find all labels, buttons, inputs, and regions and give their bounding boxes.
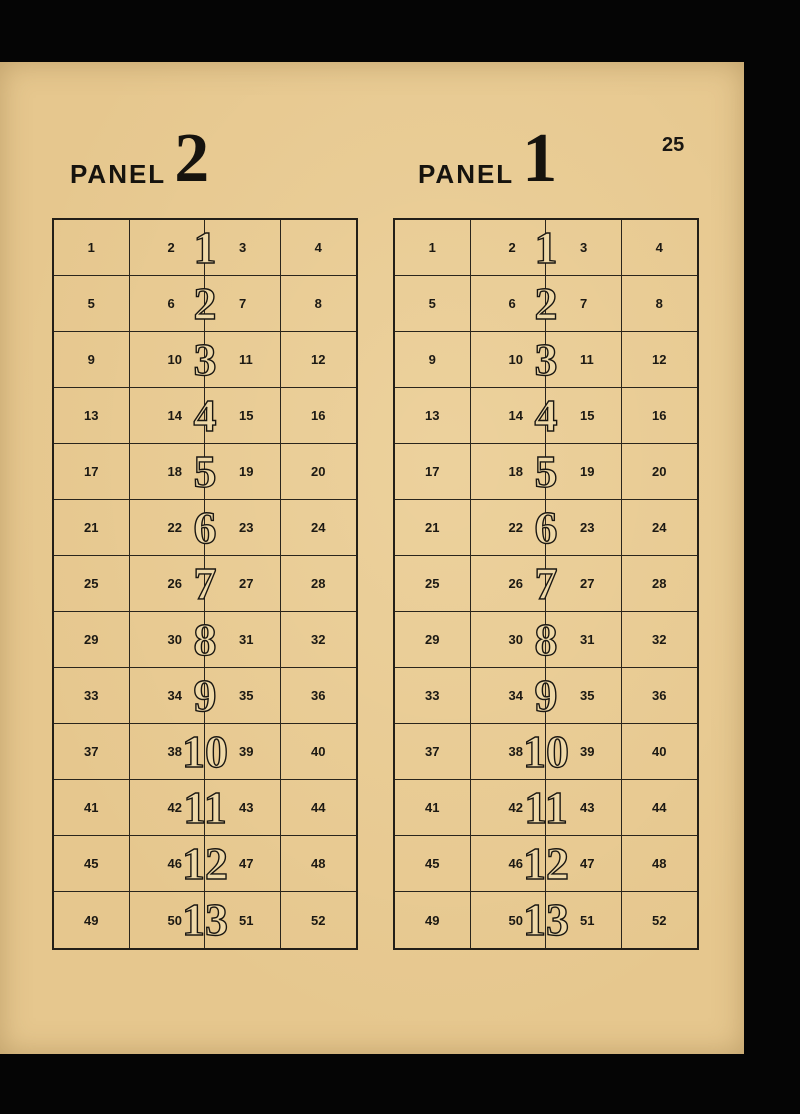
grid-cell: 3 bbox=[546, 220, 622, 276]
grid-cell: 17 bbox=[54, 444, 130, 500]
grid-cell: 46 bbox=[130, 836, 206, 892]
grid-cell: 38 bbox=[471, 724, 547, 780]
grid-cell: 37 bbox=[54, 724, 130, 780]
grid-cell: 39 bbox=[205, 724, 281, 780]
grid-cell: 35 bbox=[205, 668, 281, 724]
grid-cell: 20 bbox=[281, 444, 357, 500]
grid-cell: 23 bbox=[205, 500, 281, 556]
panel-number: 1 bbox=[522, 120, 558, 197]
grid-cell: 41 bbox=[54, 780, 130, 836]
grid-cell: 23 bbox=[546, 500, 622, 556]
grid-cell: 9 bbox=[395, 332, 471, 388]
grid-cell: 14 bbox=[471, 388, 547, 444]
grid-cell: 46 bbox=[471, 836, 547, 892]
grid-cell: 13 bbox=[54, 388, 130, 444]
grid-cell: 31 bbox=[205, 612, 281, 668]
grid-cell: 21 bbox=[54, 500, 130, 556]
grid-cell: 51 bbox=[546, 892, 622, 948]
grid-cell: 49 bbox=[54, 892, 130, 948]
grid-cell: 12 bbox=[281, 332, 357, 388]
grid-cell: 6 bbox=[130, 276, 206, 332]
grid-cell: 19 bbox=[205, 444, 281, 500]
grid-cell: 26 bbox=[471, 556, 547, 612]
grid-cell: 45 bbox=[395, 836, 471, 892]
grid-cell: 8 bbox=[622, 276, 698, 332]
row-number-label: 8 bbox=[193, 614, 217, 665]
grid-cell: 2 bbox=[130, 220, 206, 276]
grid-cell: 10 bbox=[130, 332, 206, 388]
grid-cell: 32 bbox=[281, 612, 357, 668]
grid-cell: 29 bbox=[395, 612, 471, 668]
grid-cell: 43 bbox=[205, 780, 281, 836]
grid-cell: 38 bbox=[130, 724, 206, 780]
grid-cell: 49 bbox=[395, 892, 471, 948]
grid-cell: 34 bbox=[471, 668, 547, 724]
grid-cell: 22 bbox=[130, 500, 206, 556]
grid-cell: 16 bbox=[281, 388, 357, 444]
grid-cell: 37 bbox=[395, 724, 471, 780]
grid-cell: 50 bbox=[471, 892, 547, 948]
row-number-label: 5 bbox=[193, 445, 217, 497]
grid-cell: 22 bbox=[471, 500, 547, 556]
grid-cell: 10 bbox=[471, 332, 547, 388]
grid-cell: 7 bbox=[205, 276, 281, 332]
row-number-label: 2 bbox=[534, 278, 558, 329]
grid-cell: 16 bbox=[622, 388, 698, 444]
panel-number: 2 bbox=[174, 120, 210, 197]
grid-cell: 31 bbox=[546, 612, 622, 668]
grid-cell: 28 bbox=[622, 556, 698, 612]
grid-cell: 15 bbox=[546, 388, 622, 444]
grid-cell: 19 bbox=[546, 444, 622, 500]
row-number-label: 11 bbox=[524, 782, 568, 833]
row-number-label: 13 bbox=[523, 894, 569, 945]
grid-cell: 43 bbox=[546, 780, 622, 836]
grid-cell: 52 bbox=[311, 912, 326, 928]
grid-cell: 26 bbox=[130, 556, 206, 612]
grid-cell: 50 bbox=[130, 892, 206, 948]
grid-cell: 20 bbox=[622, 444, 698, 500]
grid-cell: 47 bbox=[205, 836, 281, 892]
grid-cell: 30 bbox=[471, 612, 547, 668]
grid-cell: 39 bbox=[546, 724, 622, 780]
grid-cell: 45 bbox=[54, 836, 130, 892]
row-number-label: 10 bbox=[182, 725, 228, 777]
grid-cell: 13 bbox=[395, 388, 471, 444]
grid-cell: 25 bbox=[54, 556, 130, 612]
row-number-label: 12 bbox=[523, 838, 569, 889]
panel-1-title bbox=[418, 120, 558, 197]
grid-cell: 3 bbox=[205, 220, 281, 276]
row-number-label: 9 bbox=[193, 670, 217, 721]
grid-cell: 14 bbox=[130, 388, 206, 444]
row-number-label: 6 bbox=[534, 502, 558, 553]
row-number-label: 9 bbox=[534, 670, 558, 721]
grid-cell: 2 bbox=[471, 220, 547, 276]
row-number-label: 8 bbox=[534, 614, 558, 665]
grid-cell: 32 bbox=[622, 612, 698, 668]
grid-cell: 47 bbox=[546, 836, 622, 892]
grid-cell: 18 bbox=[471, 444, 547, 500]
grid-cell: 33 bbox=[54, 668, 130, 724]
row-number-label: 7 bbox=[193, 558, 217, 609]
row-number-label: 2 bbox=[193, 278, 217, 329]
row-number-label: 3 bbox=[193, 334, 217, 385]
row-number-label: 6 bbox=[193, 502, 217, 553]
row-number-label: 1 bbox=[534, 222, 558, 273]
grid-cell: 40 bbox=[622, 724, 698, 780]
grid-cell: 21 bbox=[395, 500, 471, 556]
grid-cell: 40 bbox=[281, 724, 357, 780]
grid-cell: 5 bbox=[395, 276, 471, 332]
grid-cell: 36 bbox=[622, 668, 698, 724]
grid-cell: 7 bbox=[546, 276, 622, 332]
grid-cell: 27 bbox=[546, 556, 622, 612]
grid-cell: 35 bbox=[546, 668, 622, 724]
grid-cell: 15 bbox=[205, 388, 281, 444]
grid-cell: 52 bbox=[652, 912, 667, 928]
grid-cell: 33 bbox=[395, 668, 471, 724]
row-number-label: 3 bbox=[534, 334, 558, 385]
row-number-label: 11 bbox=[183, 782, 227, 833]
grid-cell: 12 bbox=[622, 332, 698, 388]
grid-cell: 1 bbox=[54, 220, 130, 276]
grid-cell: 9 bbox=[54, 332, 130, 388]
grid-cell: 4 bbox=[622, 220, 698, 276]
grid-cell: 34 bbox=[130, 668, 206, 724]
grid-cell: 25 bbox=[395, 556, 471, 612]
grid-cell: 5 bbox=[54, 276, 130, 332]
panel-1-grid bbox=[393, 218, 699, 950]
grid-cell: 27 bbox=[205, 556, 281, 612]
grid-cell: 48 bbox=[622, 836, 698, 892]
row-number-label: 5 bbox=[534, 445, 558, 497]
grid-cell: 30 bbox=[130, 612, 206, 668]
row-number-label: 4 bbox=[534, 390, 558, 441]
row-number-label: 10 bbox=[523, 725, 569, 777]
grid-cell: 42 bbox=[471, 780, 547, 836]
grid-cell: 41 bbox=[395, 780, 471, 836]
panel-2-title bbox=[70, 120, 210, 197]
row-number-label: 7 bbox=[534, 558, 558, 609]
grid-cell: 29 bbox=[54, 612, 130, 668]
grid-cell: 44 bbox=[622, 780, 698, 836]
grid-cell: 44 bbox=[281, 780, 357, 836]
panel-2-grid bbox=[52, 218, 358, 950]
grid-cell: 4 bbox=[281, 220, 357, 276]
row-number-label: 4 bbox=[193, 390, 217, 441]
row-number-label: 13 bbox=[182, 894, 228, 945]
row-number-label: 12 bbox=[182, 838, 228, 889]
grid-cell: 28 bbox=[281, 556, 357, 612]
grid-cell: 1 bbox=[395, 220, 471, 276]
grid-cell: 24 bbox=[281, 500, 357, 556]
grid-cell: 51 bbox=[205, 892, 281, 948]
grid-cell: 6 bbox=[471, 276, 547, 332]
grid-cell: 17 bbox=[395, 444, 471, 500]
grid-cell: 18 bbox=[130, 444, 206, 500]
row-number-label: 1 bbox=[193, 222, 217, 273]
grid-cell: 11 bbox=[546, 332, 622, 388]
grid-cell: 36 bbox=[281, 668, 357, 724]
grid-cell: 24 bbox=[622, 500, 698, 556]
panel-word: PANEL bbox=[418, 158, 515, 189]
grid-cell: 8 bbox=[281, 276, 357, 332]
grid-cell: 42 bbox=[130, 780, 206, 836]
panel-word: PANEL bbox=[70, 158, 167, 189]
grid-cell: 48 bbox=[281, 836, 357, 892]
grid-cell: 11 bbox=[205, 332, 281, 388]
page-number: 25 bbox=[662, 134, 685, 156]
